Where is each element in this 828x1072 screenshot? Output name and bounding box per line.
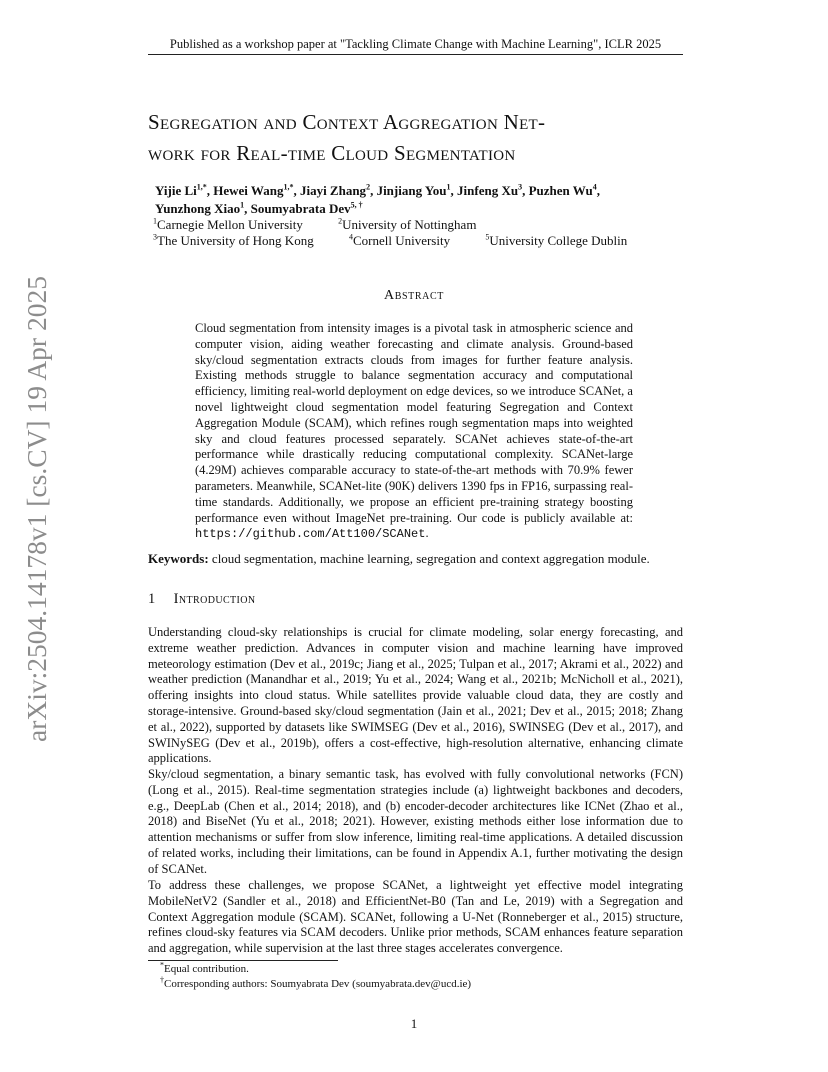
affiliation-line-2 bbox=[153, 233, 693, 249]
affiliation-mark: 2 bbox=[338, 216, 343, 226]
author-affil-mark: 5, † bbox=[350, 200, 363, 210]
running-header: Published as a workshop paper at "Tackling Climate Change with Machine Learning", ICLR 2025 bbox=[169, 37, 662, 51]
affiliation bbox=[153, 233, 330, 248]
body-paragraph: Sky/cloud segmentation, a binary semantic task, has evolved with fully convolutional networks (FCN) (Long et al., 2015). Real-time segmentation strategies include (a) lightweight backbones and decoders, e.g., DeepLab (Chen et al., 2014; 2018), and (b) encoder-decoder architectures like ICNet (Zhao et al., 2018) and BiseNet (Yu et al., 2018; 2021). However, existing methods either lose information due to attention mechanisms or suffer from slow inference, limiting real-time applications. A detailed discussion of related works, including their limitations, can be found in Appendix A.1, further motivating the design of SCANet. bbox=[148, 767, 683, 876]
header-rule bbox=[148, 54, 683, 55]
arxiv-stamp-text: arXiv:2504.14178v1 [cs.CV] 19 Apr 2025 bbox=[21, 276, 52, 742]
abstract-heading: Abstract bbox=[384, 288, 444, 303]
author-name: Jinjiang You bbox=[376, 183, 447, 198]
author-name: Jinfeng Xu bbox=[457, 183, 519, 198]
affiliation-name: University College Dublin bbox=[489, 233, 628, 248]
author-affil-mark: 3 bbox=[518, 182, 523, 192]
abstract-text: Cloud segmentation from intensity images is a pivotal task in atmospheric science and computer vision, aiding weather forecasting and climate analysis. Ground-based sky/cloud segmentation extracts clouds from images for further feature analysis. Existing methods struggle to balance segmentation accuracy and computational efficiency, limiting real-world deployment on edge devices, so we introduce SCANet, a novel lightweight cloud segmentation model featuring Segregation and Context Aggregation Module (SCAM), which refines rough segmentation maps into weighted sky and cloud features processed separately. SCANet achieves state-of-the-art performance while drastically reducing computational complexity. SCANet-large (4.29M) achieves comparable accuracy to state-of-the-art methods with 70.9% fewer parameters. Meanwhile, SCANet-lite (90K) delivers 1390 fps in FP16, surpassing real-time standards. Additionally, we propose an efficient pre-training strategy boosting performance even without ImageNet pre-training. Our code is publicly available at: bbox=[195, 321, 633, 525]
author-line-2: Yunzhong Xiao$^1$, Soumyabrata Dev$^{5, \dagger}$ bbox=[155, 200, 363, 216]
footnote-text: Corresponding authors: Soumyabrata Dev (soumyabrata.dev@ucd.ie) bbox=[164, 978, 472, 990]
author-name: Yunzhong Xiao bbox=[155, 201, 241, 216]
affiliation bbox=[349, 233, 466, 248]
affiliation-line-1 bbox=[153, 217, 693, 233]
keywords-text: cloud segmentation, machine learning, segregation and context aggregation module. bbox=[211, 551, 650, 566]
abstract-body bbox=[195, 321, 633, 543]
affiliation bbox=[338, 217, 492, 232]
affiliation-list bbox=[153, 217, 693, 249]
affiliation-mark: 1 bbox=[153, 216, 157, 226]
author-affil-mark: 1 bbox=[240, 200, 245, 210]
author-name: Jiayi Zhang bbox=[299, 183, 367, 198]
section-title: Introduction bbox=[173, 591, 256, 607]
author-affil-mark: 4 bbox=[592, 182, 597, 192]
paper-title bbox=[148, 107, 708, 169]
affiliation-name: The University of Hong Kong bbox=[157, 233, 314, 248]
author-affil-mark: 1,* bbox=[196, 182, 207, 192]
keywords bbox=[148, 551, 688, 567]
footnote bbox=[160, 975, 472, 990]
footnote-mark: † bbox=[160, 975, 164, 985]
abstract-end: . bbox=[425, 526, 429, 541]
affiliation-name: Cornell University bbox=[352, 233, 451, 248]
author-line-1: Yijie $Li^{1,*}$, Hewei Wang$^{1,*}$, Jiayi Zhang$^2$, Jinjiang You$^1$, Jinfeng Xu$^3$, Puzhen Wu$^4$, bbox=[155, 182, 601, 198]
affiliation-mark: 3 bbox=[153, 232, 157, 242]
affiliation-name: Carnegie Mellon University bbox=[157, 217, 303, 232]
footnote-mark: * bbox=[160, 960, 164, 970]
body-paragraph: To address these challenges, we propose SCANet, a lightweight yet effective model integrating MobileNetV2 (Sandler et al., 2018) and EfficientNet-B0 (Tan and Le, 2019) with a Segregation and Context Aggregation module (SCAM). SCANet, following a U-Net (Ronneberger et al., 2015) structure, refines cloud-sky features via SCAM decoders. Unlike prior methods, SCAM enhances feature separation and aggregation, while supervision at the last three stages accelerates convergence. bbox=[148, 878, 683, 956]
section-number: 1 bbox=[148, 591, 156, 607]
code-url-link[interactable]: https://github.com/Att100/SCANet bbox=[195, 527, 426, 542]
paper-title-line-2: work for Real-time Cloud Segmentation bbox=[148, 141, 516, 165]
affiliation-name: University of Nottingham bbox=[342, 217, 477, 232]
page-number: 1 bbox=[410, 1016, 418, 1031]
affiliation-mark: 4 bbox=[348, 232, 353, 242]
footnote-text: Equal contribution. bbox=[164, 963, 249, 975]
keywords-label: Keywords: bbox=[148, 551, 209, 566]
affiliation-mark: 5 bbox=[485, 232, 490, 242]
author-name: Soumyabrata Dev bbox=[250, 201, 351, 216]
affiliation bbox=[485, 233, 643, 248]
author-affil-mark: 1 bbox=[446, 182, 451, 192]
author-affil-mark: 2 bbox=[366, 182, 371, 192]
footnote bbox=[160, 960, 249, 975]
affiliation bbox=[153, 217, 319, 232]
section-heading bbox=[148, 591, 256, 608]
author-list bbox=[155, 182, 695, 218]
author-name: Yijie Li bbox=[155, 183, 197, 198]
body-paragraph: Understanding cloud-sky relationships is crucial for climate modeling, solar energy forecasting, and extreme weather prediction. Advances in computer vision and machine learning have improved meteorology estimation (Dev et al., 2019c; Jiang et al., 2025; Tulpan et al., 2017; Akrami et al., 2022) and weather prediction (Manandhar et al., 2019; Yu et al., 2024; Wang et al., 2021b; McNicholl et al., 2021), offering insights into cloud status. While satellites provide valuable cloud data, they are costly and storage-intensive. Ground-based sky/cloud segmentation (Jain et al., 2021; Dev et al., 2015; 2018; Zhang et al., 2022), supported by datasets like SWIMSEG (Dev et al., 2016), SWINSEG (Dev et al., 2017), and SWINySEG (Dev et al., 2019b), offers a cost-effective, high-resolution alternative, enhancing climate applications. bbox=[148, 625, 683, 766]
author-affil-mark: 1,* bbox=[283, 182, 294, 192]
author-name: Hewei Wang bbox=[213, 183, 284, 198]
footnote-rule bbox=[148, 960, 338, 961]
paper-title-line-1: Segregation and Context Aggregation Net- bbox=[148, 110, 546, 134]
author-name: Puzhen Wu bbox=[528, 183, 593, 198]
